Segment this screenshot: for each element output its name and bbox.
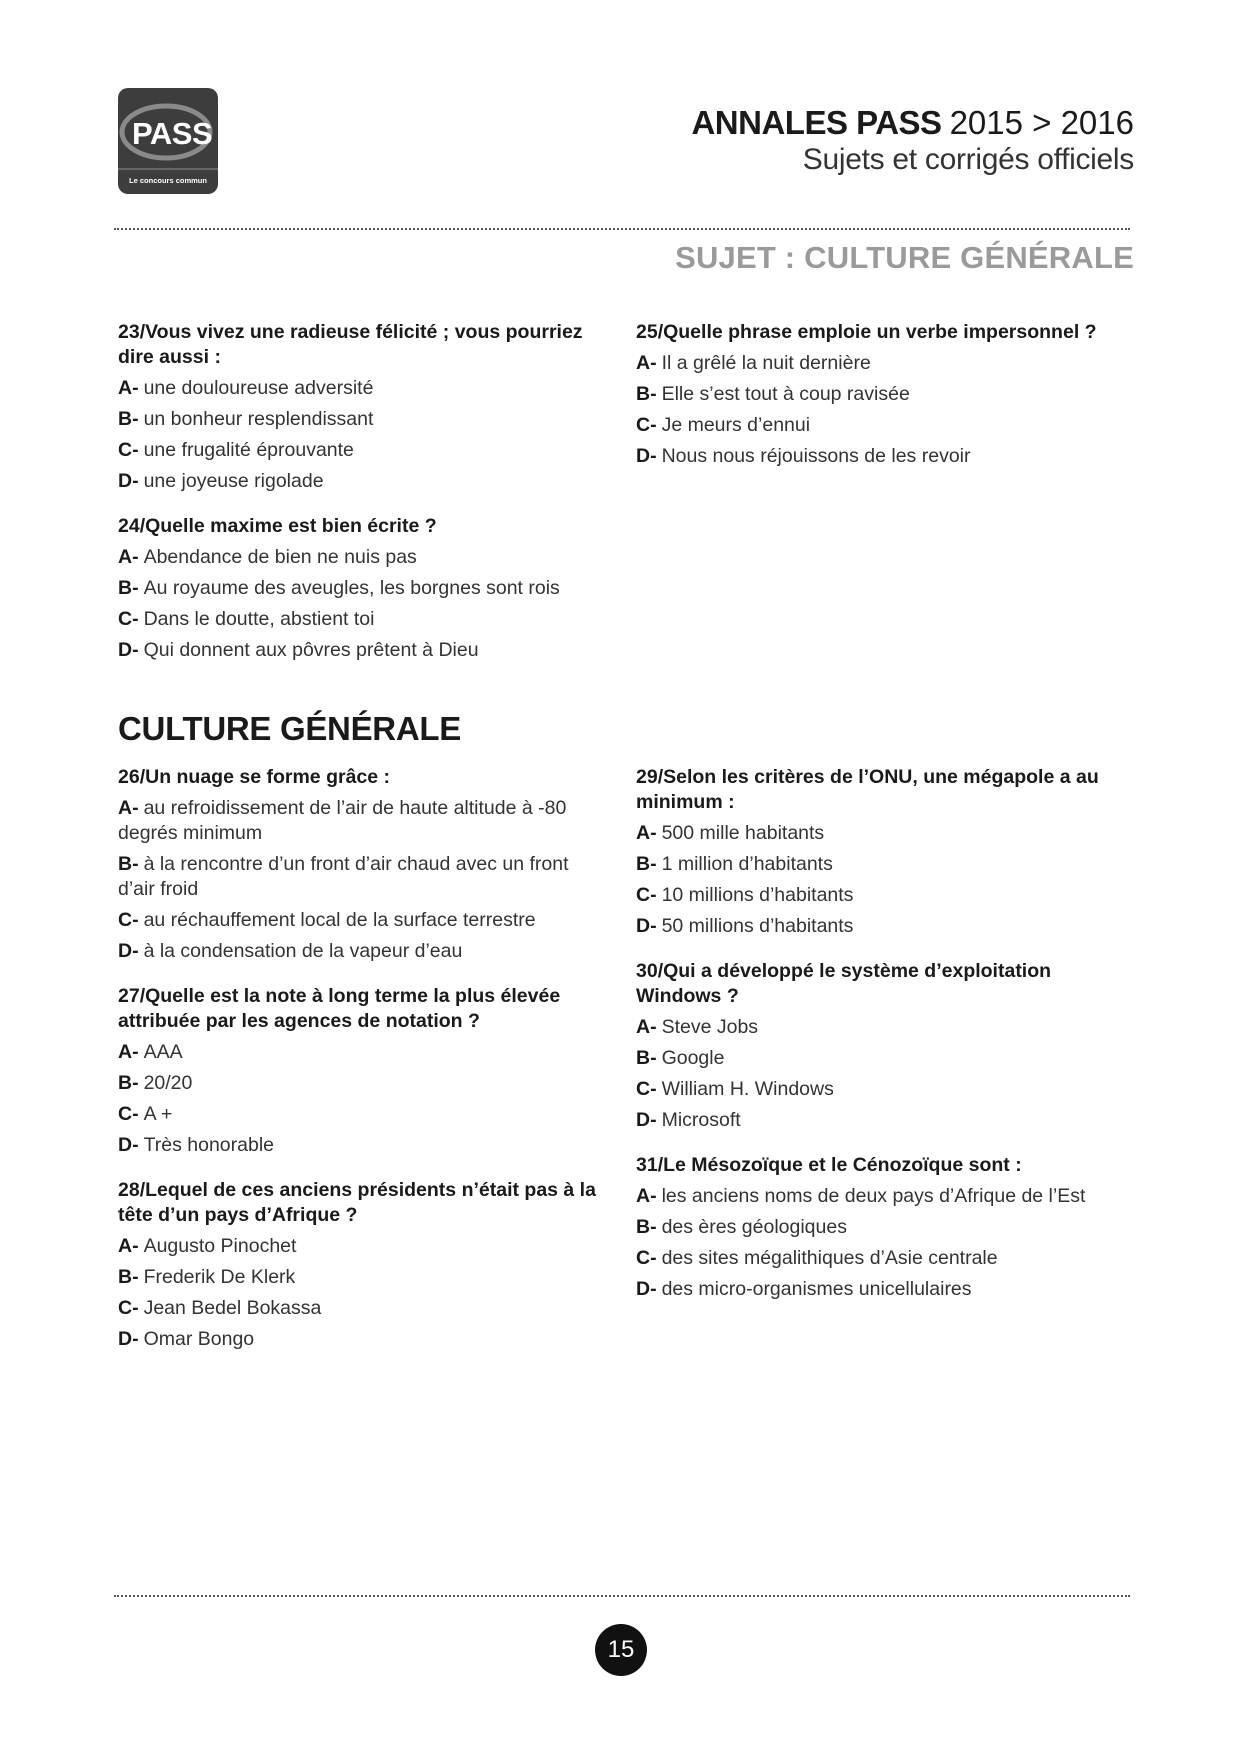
- answer-option: [118, 438, 608, 463]
- answer-letter: C-: [636, 884, 657, 906]
- answer-text: Très honorable: [143, 1134, 275, 1156]
- answer-letter: A-: [118, 1235, 139, 1257]
- page-number: 15: [595, 1624, 647, 1676]
- header-divider: [114, 228, 1130, 230]
- question-block: [118, 320, 608, 494]
- questions-column-bottom-right: [636, 765, 1126, 1322]
- answer-text: AAA: [143, 1041, 183, 1063]
- answer-letter: A-: [118, 797, 139, 819]
- answer-text: une douloureuse adversité: [143, 377, 374, 399]
- question-title: 26/Un nuage se forme grâce :: [118, 766, 391, 788]
- question-title: 31/Le Mésozoïque et le Cénozoïque sont :: [636, 1154, 1022, 1176]
- answer-option: [118, 852, 608, 902]
- answer-option: [118, 1071, 608, 1096]
- question-block: [636, 1153, 1126, 1302]
- answer-text: William H. Windows: [661, 1078, 834, 1100]
- answer-text: les anciens noms de deux pays d’Afrique de l’Est: [661, 1185, 1086, 1207]
- answer-text: 1 million d’habitants: [661, 853, 833, 875]
- answer-option: [118, 1234, 608, 1259]
- answer-letter: A-: [636, 1016, 657, 1038]
- answer-text: au réchauffement local de la surface terrestre: [143, 909, 536, 931]
- question-title: 27/Quelle est la note à long terme la plus élevée attribuée par les agences de notation ?: [118, 985, 561, 1032]
- answer-option: [118, 939, 608, 964]
- answer-text: un bonheur resplendissant: [143, 408, 374, 430]
- answer-text: Google: [661, 1047, 725, 1069]
- answer-letter: C-: [636, 414, 657, 436]
- answer-letter: B-: [118, 577, 139, 599]
- question-title: 29/Selon les critères de l’ONU, une mégapole a au minimum :: [636, 766, 1099, 813]
- answer-option: [636, 883, 1126, 908]
- question-block: [118, 514, 608, 663]
- answer-letter: A-: [118, 377, 139, 399]
- question-title: 28/Lequel de ces anciens présidents n’était pas à la tête d’un pays d’Afrique ?: [118, 1179, 596, 1226]
- answer-text: Abendance de bien ne nuis pas: [143, 546, 417, 568]
- question-block: [636, 765, 1126, 939]
- answer-text: Steve Jobs: [661, 1016, 759, 1038]
- answer-option: [118, 607, 608, 632]
- answer-option: [118, 1296, 608, 1321]
- answer-text: 20/20: [143, 1072, 193, 1094]
- answer-letter: D-: [636, 445, 657, 467]
- answer-letter: D-: [118, 1134, 139, 1156]
- answer-option: [636, 1277, 1126, 1302]
- answer-letter: B-: [636, 1047, 657, 1069]
- answer-option: [118, 638, 608, 663]
- answer-option: [118, 545, 608, 570]
- questions-column-top-right: [636, 320, 1126, 489]
- answer-option: [118, 407, 608, 432]
- answer-letter: B-: [636, 853, 657, 875]
- answer-letter: B-: [118, 1072, 139, 1094]
- header-years: 2015 > 2016: [949, 104, 1134, 141]
- answer-letter: A-: [636, 822, 657, 844]
- answer-text: 50 millions d’habitants: [661, 915, 854, 937]
- answer-text: 10 millions d’habitants: [661, 884, 854, 906]
- answer-text: Au royaume des aveugles, les borgnes sont rois: [143, 577, 560, 599]
- answer-option: [118, 1040, 608, 1065]
- answer-text: au refroidissement de l’air de haute altitude à -80 degrés minimum: [118, 797, 567, 844]
- answer-letter: D-: [636, 1278, 657, 1300]
- question-title: 24/Quelle maxime est bien écrite ?: [118, 515, 437, 537]
- answer-option: [636, 351, 1126, 376]
- answer-text: une joyeuse rigolade: [143, 470, 324, 492]
- answer-text: Jean Bedel Bokassa: [143, 1297, 322, 1319]
- logo-name: PASS: [132, 116, 213, 151]
- answer-text: des ères géologiques: [661, 1216, 847, 1238]
- question-block: [118, 984, 608, 1158]
- answer-option: [118, 796, 608, 846]
- answer-letter: C-: [636, 1247, 657, 1269]
- answer-option: [636, 821, 1126, 846]
- answer-letter: B-: [636, 1216, 657, 1238]
- answer-letter: A-: [118, 546, 139, 568]
- answer-letter: D-: [118, 639, 139, 661]
- answer-option: [636, 413, 1126, 438]
- answer-option: [636, 914, 1126, 939]
- answer-option: [636, 1077, 1126, 1102]
- answer-text: Omar Bongo: [143, 1328, 255, 1350]
- answer-text: 500 mille habitants: [661, 822, 825, 844]
- answer-letter: D-: [118, 1328, 139, 1350]
- answer-option: [636, 1108, 1126, 1133]
- answer-text: des sites mégalithiques d’Asie centrale: [661, 1247, 998, 1269]
- answer-letter: D-: [636, 1109, 657, 1131]
- footer-divider: [114, 1595, 1130, 1597]
- answer-option: [118, 376, 608, 401]
- answer-text: Elle s’est tout à coup ravisée: [661, 383, 910, 405]
- question-block: [118, 765, 608, 964]
- question-title: 23/Vous vivez une radieuse félicité ; vous pourriez dire aussi :: [118, 321, 583, 368]
- answer-text: à la rencontre d’un front d’air chaud avec un front d’air froid: [118, 853, 569, 900]
- answer-text: Dans le doutte, abstient toi: [143, 608, 375, 630]
- answer-letter: C-: [118, 909, 139, 931]
- answer-option: [118, 1265, 608, 1290]
- answer-letter: D-: [118, 470, 139, 492]
- section-title: CULTURE GÉNÉRALE: [118, 710, 461, 747]
- answer-letter: A-: [636, 1185, 657, 1207]
- answer-option: [118, 1133, 608, 1158]
- answer-option: [118, 1327, 608, 1352]
- question-title: 30/Qui a développé le système d’exploitation Windows ?: [636, 960, 1052, 1007]
- answer-letter: C-: [118, 1297, 139, 1319]
- answer-letter: B-: [118, 1266, 139, 1288]
- answer-letter: C-: [636, 1078, 657, 1100]
- answer-letter: B-: [118, 408, 139, 430]
- logo-tagline: Le concours commun: [129, 176, 207, 185]
- answer-text: Qui donnent aux pôvres prêtent à Dieu: [143, 639, 479, 661]
- question-title: 25/Quelle phrase emploie un verbe impersonnel ?: [636, 321, 1097, 343]
- answer-text: Nous nous réjouissons de les revoir: [661, 445, 971, 467]
- answer-letter: D-: [118, 940, 139, 962]
- answer-letter: A-: [636, 352, 657, 374]
- question-block: [118, 1178, 608, 1352]
- answer-option: [118, 469, 608, 494]
- header-subtitle: Sujets et corrigés officiels: [802, 143, 1134, 176]
- answer-text: Microsoft: [661, 1109, 741, 1131]
- answer-text: Il a grêlé la nuit dernière: [661, 352, 871, 374]
- answer-option: [118, 1102, 608, 1127]
- answer-letter: C-: [118, 1103, 139, 1125]
- header-brand: ANNALES PASS: [691, 104, 942, 141]
- answer-letter: B-: [118, 853, 139, 875]
- answer-option: [636, 382, 1126, 407]
- subject-heading: SUJET : CULTURE GÉNÉRALE: [675, 240, 1134, 275]
- answer-letter: B-: [636, 383, 657, 405]
- answer-option: [118, 908, 608, 933]
- pass-logo: [118, 88, 218, 194]
- answer-option: [636, 1184, 1126, 1209]
- answer-text: une frugalité éprouvante: [143, 439, 354, 461]
- answer-letter: C-: [118, 608, 139, 630]
- answer-option: [636, 1215, 1126, 1240]
- answer-letter: A-: [118, 1041, 139, 1063]
- answer-text: Je meurs d’ennui: [661, 414, 811, 436]
- questions-column-bottom-left: [118, 765, 608, 1372]
- answer-text: Augusto Pinochet: [143, 1235, 297, 1257]
- page-header: [691, 104, 1134, 178]
- answer-option: [636, 1046, 1126, 1071]
- answer-option: [636, 852, 1126, 877]
- answer-letter: D-: [636, 915, 657, 937]
- answer-letter: C-: [118, 439, 139, 461]
- answer-text: à la condensation de la vapeur d’eau: [143, 940, 463, 962]
- answer-option: [636, 1246, 1126, 1271]
- answer-option: [636, 1015, 1126, 1040]
- questions-column-top-left: [118, 320, 608, 683]
- answer-text: A +: [143, 1103, 173, 1125]
- answer-option: [118, 576, 608, 601]
- answer-option: [636, 444, 1126, 469]
- question-block: [636, 320, 1126, 469]
- answer-text: Frederik De Klerk: [143, 1266, 296, 1288]
- answer-text: des micro-organismes unicellulaires: [661, 1278, 972, 1300]
- question-block: [636, 959, 1126, 1133]
